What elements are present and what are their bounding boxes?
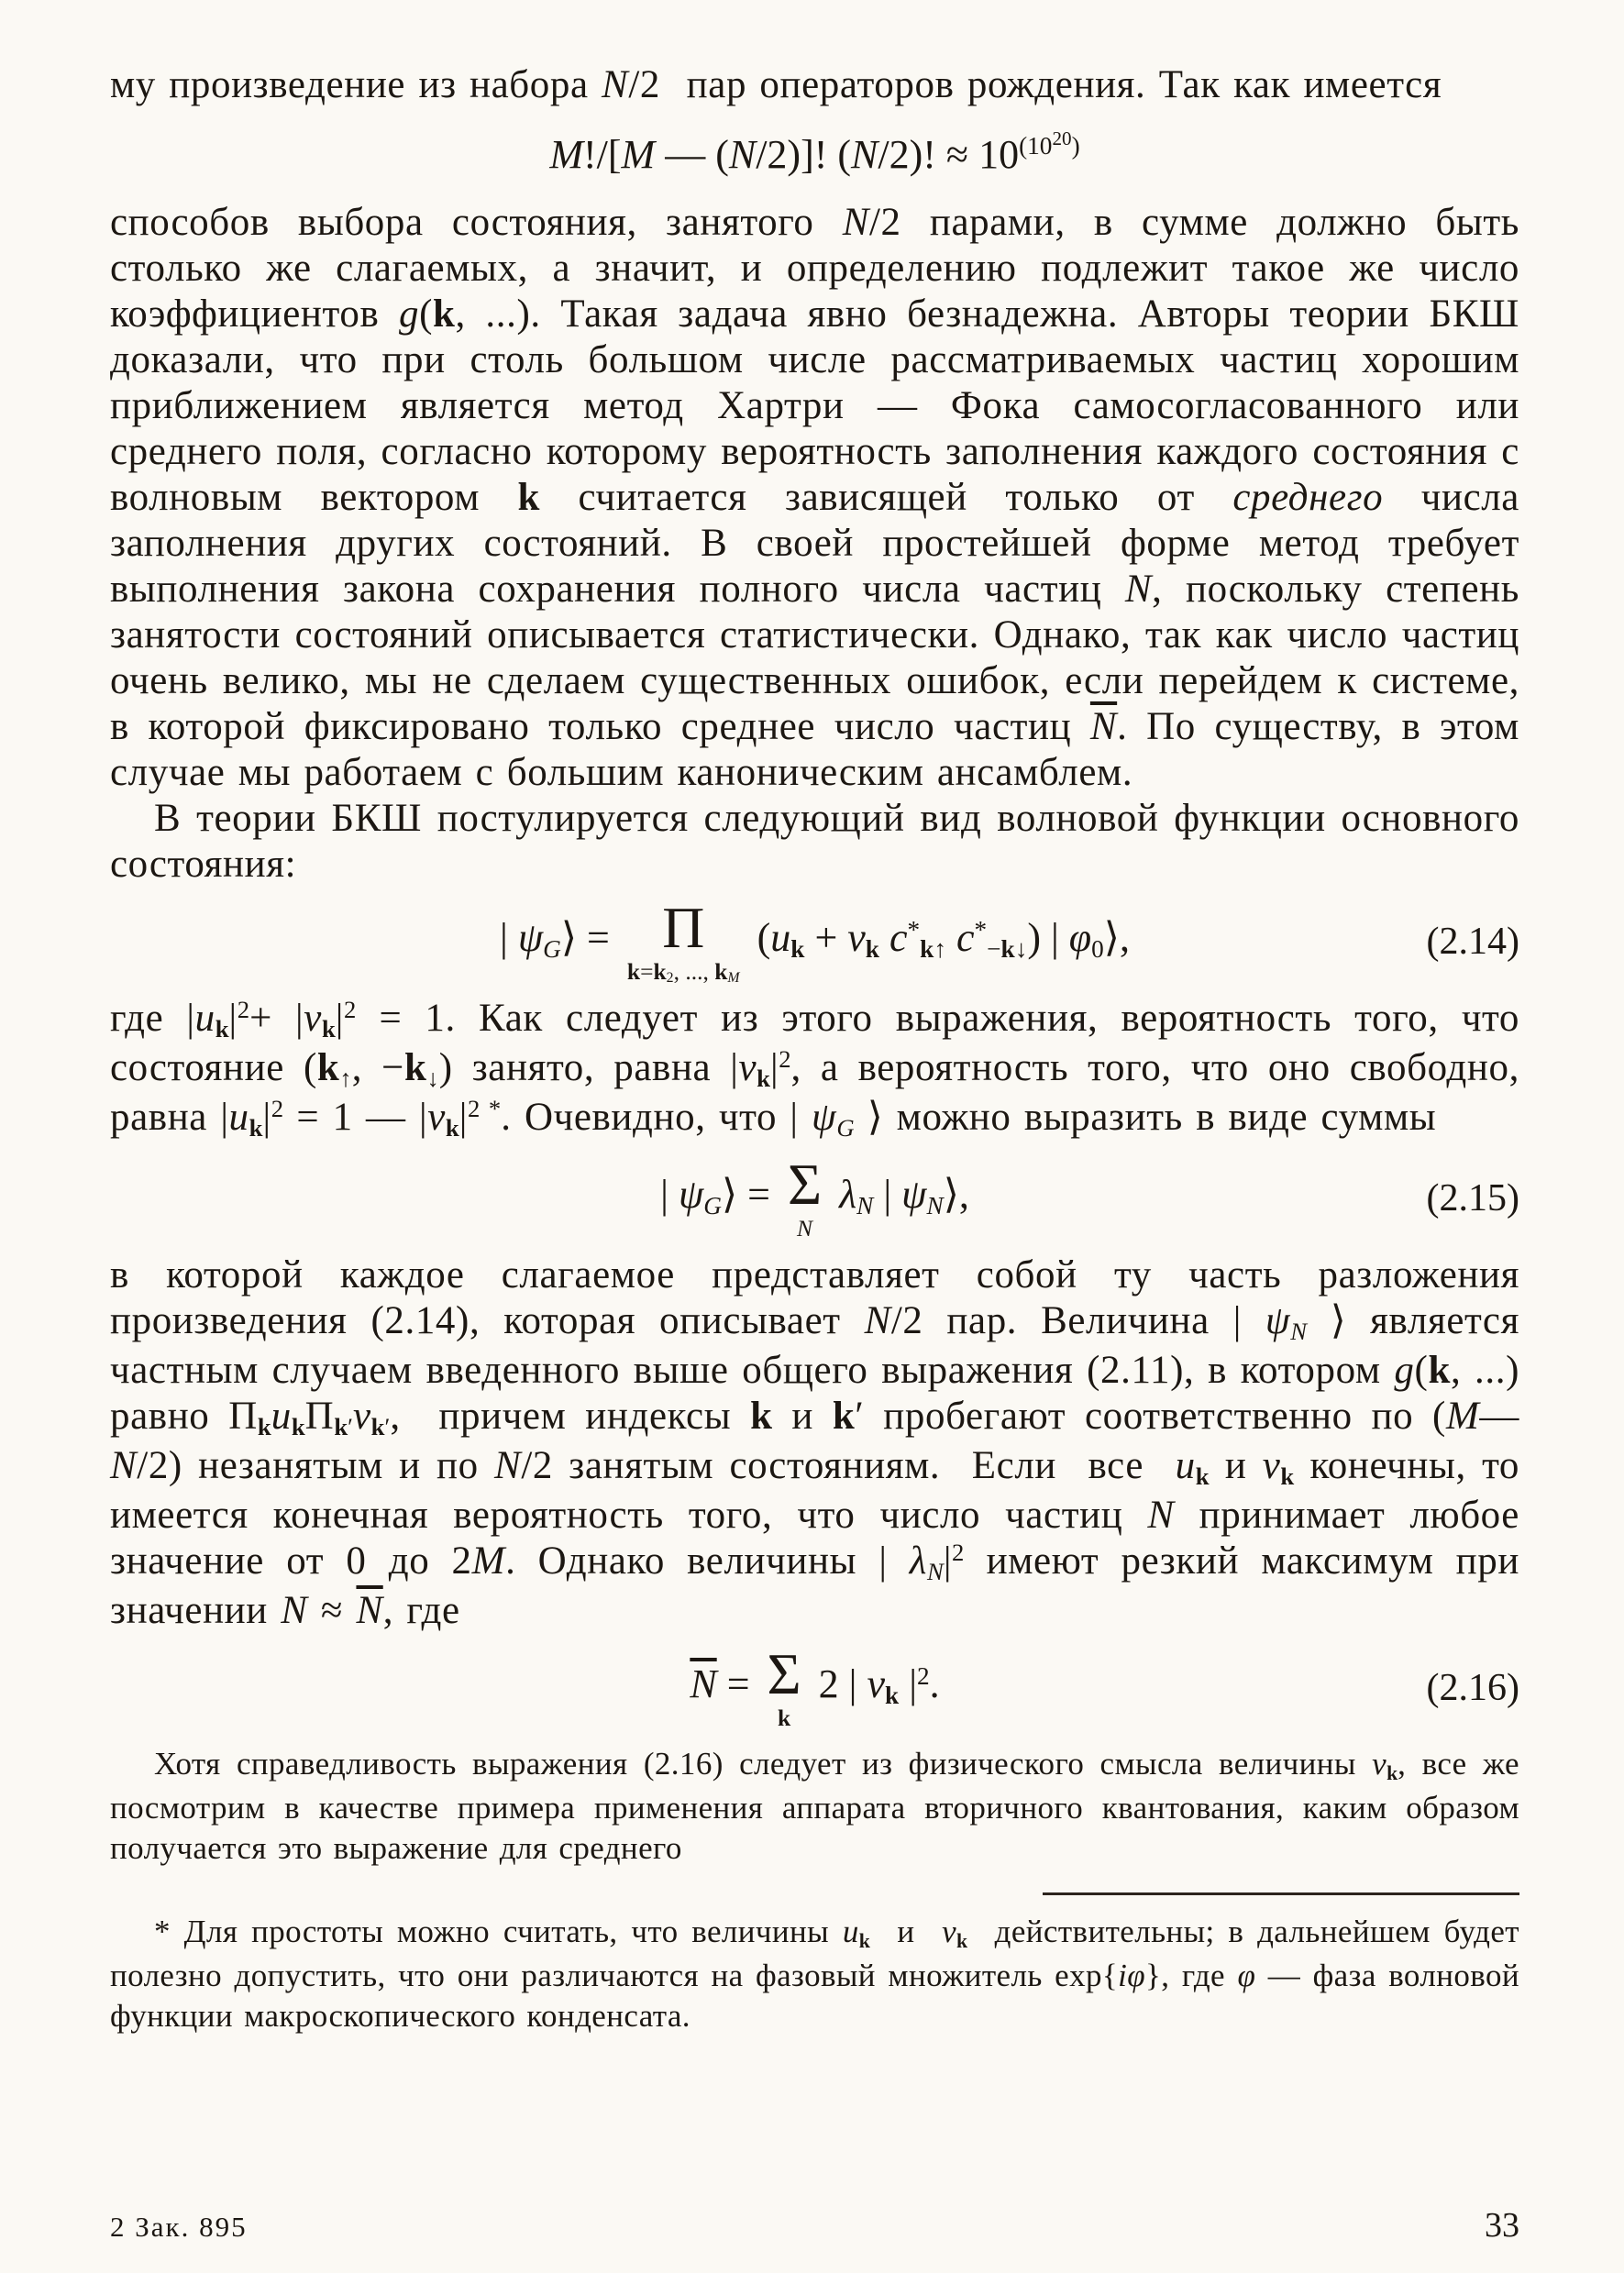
text-run: ↑: [934, 934, 946, 963]
text-run: (: [419, 292, 433, 336]
text-run: |: [262, 1096, 271, 1140]
footnote-separator: [1043, 1892, 1519, 1895]
text-run: 2: [344, 996, 357, 1024]
text-run: ⟩ =: [560, 915, 620, 961]
text-run: k: [865, 934, 879, 963]
text-run: k: [1428, 1349, 1451, 1393]
text-run: . Однако величины |: [505, 1539, 910, 1583]
text-run: — (: [655, 131, 729, 177]
text-run: 2: [779, 1045, 791, 1074]
text-run: , ...). Такая задача явно безнадежна. Авторы теории БКШ доказали, что при столь большом числе рассматриваемых частиц хорошим приближением является метод Хартри — Фока самосогласованного или среднего поля, согласно которому вероятность заполнения каждого состояния с волновым вектором: [110, 292, 1533, 519]
text-run: $\overline{N}$: [690, 1661, 717, 1707]
text-run: |: [335, 997, 344, 1041]
page-number: 33: [1485, 2206, 1519, 2245]
text-run: [946, 915, 956, 960]
text-run: k: [321, 1014, 336, 1043]
text-run: k: [1000, 934, 1015, 963]
equation-number: (2.14): [1426, 921, 1519, 964]
text-run: числа заполнения других состояний. В своей простейшей форме метод требует выполнения закона сохранения полного числа частиц: [110, 476, 1533, 611]
text-run: |: [500, 915, 518, 961]
text-run: k: [778, 1704, 791, 1731]
text-run: имеют резкий максимум при значении: [110, 1539, 1533, 1633]
text-run: 2: [952, 1539, 965, 1567]
equation-body: [500, 895, 1130, 987]
text-run: конечны, то имеется конечная вероятность того, что число частиц: [110, 1444, 1533, 1538]
text-run: ) |: [1027, 915, 1069, 961]
equation-number: (2.15): [1426, 1177, 1519, 1220]
text-run: , ...) равно Π: [110, 1349, 1533, 1439]
text-run: среднего: [1232, 476, 1384, 519]
text-run: v: [1262, 1444, 1281, 1488]
text-run: v: [738, 1046, 757, 1090]
text-run: ⟩,: [943, 1172, 969, 1218]
operator-limits: [778, 1706, 790, 1730]
paragraph: [110, 62, 1519, 108]
text-run: v: [427, 1096, 446, 1140]
text-run: +: [804, 915, 848, 961]
text-run: в которой каждое слагаемое представляет собой ту часть разложения произведения (2.14), которая описывает: [110, 1253, 1533, 1343]
text-run: N: [842, 201, 869, 244]
operator-limits: [626, 957, 740, 987]
text-run: , все же посмотрим в качестве примера применения аппарата вторичного квантования, каким образом получается это выражение для среднего: [110, 1746, 1531, 1867]
text-run: и: [772, 1395, 833, 1439]
operator-symbol: Π: [662, 895, 705, 960]
text-run: v: [942, 1914, 957, 1950]
footnote-text: [110, 1912, 1531, 2036]
text-run: N: [494, 1444, 522, 1488]
operator-symbol: Σ: [767, 1641, 801, 1707]
text-run: 2: [917, 1662, 930, 1691]
text-run: ⟩ является частным случаем введенного выше общего выражения (2.11), в котором: [110, 1299, 1533, 1393]
text-run: |: [228, 997, 238, 1041]
text-run: действительны; в дальнейшем будет полезно допустить, что они различаются на фазовый множитель exp{: [110, 1914, 1531, 1994]
text-run: |: [873, 1172, 902, 1218]
text-run: N: [1124, 568, 1153, 611]
text-run: |: [943, 1539, 953, 1583]
text-run: (: [746, 915, 771, 961]
text-run: В теории БКШ постулируется следующий вид волновой функции основного состояния:: [110, 797, 1533, 886]
text-run: $\overline{N}$: [356, 1589, 383, 1633]
text-run: = 1. Как следует из этого выражения, вероятность того, что состояние (: [110, 997, 1533, 1090]
text-run: k: [291, 1412, 305, 1440]
text-run: му произведение из набора: [110, 63, 602, 106]
text-run: /2 пар операторов рождения. Так как имеется: [628, 63, 1442, 106]
text-run: . Очевидно, что |: [501, 1096, 812, 1140]
text-run: способов выбора состояния, занятого: [110, 201, 843, 244]
edition-note: 2 Зак. 895: [110, 2211, 248, 2243]
text-run: k: [432, 292, 456, 336]
text-run: v: [1372, 1746, 1387, 1782]
text-run: ⟩ можно выразить в виде суммы: [854, 1096, 1437, 1140]
text-run: u: [770, 915, 791, 961]
text-run: u: [228, 1096, 249, 1140]
text-run: |: [458, 1096, 468, 1140]
text-run: 2: [271, 1095, 284, 1123]
text-run: k: [626, 957, 641, 985]
text-run: M: [549, 131, 583, 177]
text-run: ) занято, равна |: [438, 1046, 739, 1090]
text-run: N: [110, 1444, 138, 1488]
operator-symbol: Σ: [787, 1152, 823, 1218]
text-run: k: [334, 1412, 348, 1440]
text-run: где |: [110, 997, 195, 1041]
equation-body: [690, 1641, 940, 1731]
text-run: ψ: [678, 1172, 704, 1218]
text-run: (10: [1019, 132, 1053, 160]
text-run: и: [869, 1914, 943, 1950]
text-run: k: [858, 1929, 870, 1952]
text-run: —: [1479, 1395, 1520, 1439]
text-run: $\overline{N}$: [1089, 705, 1118, 748]
display-equation: [110, 1641, 1519, 1731]
text-run: ′: [384, 1412, 391, 1440]
paragraph: [110, 1252, 1533, 1634]
text-run: ⟩,: [1103, 915, 1130, 961]
text-run: |: [899, 1661, 917, 1707]
text-run: N: [1290, 1317, 1307, 1345]
text-run: /2 парами, в сумме должно быть столько же слагаемых, а значит, и определению подлежит такое же число коэффициентов: [110, 201, 1533, 336]
text-run: |: [660, 1172, 679, 1218]
text-run: −: [987, 934, 1001, 963]
text-run: [829, 1172, 839, 1217]
text-run: пробегают соответственно по (: [864, 1395, 1446, 1439]
text-run: , −: [351, 1046, 404, 1090]
text-run: M: [621, 131, 656, 177]
text-run: * Для простоты можно считать, что величины: [154, 1914, 843, 1950]
text-run: =: [716, 1661, 760, 1707]
display-equation: [110, 1152, 1519, 1241]
text-run: ψ: [901, 1172, 927, 1218]
text-run: + |: [249, 997, 304, 1041]
text-run: k: [370, 1412, 385, 1440]
text-run: , причем индексы: [390, 1395, 751, 1439]
text-run: ): [1071, 132, 1080, 160]
text-run: v: [352, 1395, 371, 1439]
text-run: k: [257, 1412, 271, 1440]
text-run: k: [316, 1046, 340, 1090]
text-run: k: [832, 1395, 856, 1439]
text-run: N: [856, 1191, 874, 1219]
text-run: !/[: [583, 131, 622, 177]
text-run: , ...,: [673, 957, 715, 985]
text-run: φ: [1068, 915, 1092, 961]
big-operator: [626, 895, 740, 987]
text-run: u: [842, 1914, 859, 1950]
text-run: — фаза волновой функции макроскопического конденсата.: [110, 1958, 1531, 2035]
text-run: }, где: [1145, 1958, 1238, 1994]
text-run: i: [1118, 1958, 1128, 1994]
text-run: k: [1280, 1462, 1295, 1490]
text-run: считается зависящей только от: [540, 476, 1233, 519]
text-run: λ: [909, 1539, 928, 1583]
paragraph: [110, 996, 1533, 1144]
text-run: ψ: [517, 915, 544, 961]
text-run: u: [1175, 1444, 1196, 1488]
text-run: /2)! ≈ 10: [878, 131, 1020, 177]
text-run: k: [653, 957, 667, 985]
page-footer: [110, 2205, 1519, 2245]
text-run: N: [728, 131, 757, 177]
equation-number: (2.16): [1426, 1667, 1519, 1710]
text-run: G: [543, 934, 561, 963]
text-run: и: [1209, 1444, 1263, 1488]
text-run: k: [1386, 1761, 1398, 1784]
text-run: φ: [1127, 1958, 1145, 1994]
text-run: N: [926, 1191, 944, 1219]
text-run: [879, 915, 889, 960]
text-run: M: [1445, 1395, 1480, 1439]
text-run: k: [249, 1113, 263, 1142]
text-run: N: [1147, 1494, 1175, 1538]
text-run: g: [398, 292, 420, 336]
text-run: .: [929, 1661, 940, 1707]
text-run: k: [517, 476, 541, 519]
text-run: φ: [1237, 1958, 1256, 1994]
text-run: ′: [348, 1412, 353, 1440]
text-run: k: [403, 1046, 427, 1090]
text-run: λ: [839, 1172, 857, 1218]
text-run: 2 |: [808, 1661, 867, 1707]
text-run: ↑: [339, 1064, 352, 1092]
text-run: Хотя справедливость выражения (2.16) следует из физического смысла величины: [154, 1746, 1373, 1782]
text-run: ψ: [812, 1096, 837, 1140]
text-run: N: [864, 1299, 891, 1343]
paragraph: [110, 1744, 1531, 1869]
text-run: ′: [855, 1395, 865, 1439]
text-run: ↓: [1014, 934, 1028, 963]
text-run: k: [956, 1929, 968, 1952]
text-run: ⟩ =: [721, 1172, 780, 1218]
content-blocks: [110, 62, 1533, 1869]
text-run: c: [956, 915, 975, 961]
text-run: /2 пар. Величина |: [890, 1299, 1265, 1343]
big-operator: [767, 1641, 801, 1731]
text-run: N: [281, 1589, 308, 1633]
text-run: M: [727, 970, 740, 987]
text-run: u: [194, 997, 215, 1041]
text-run: 2: [666, 970, 674, 987]
text-run: /2) незанятым и по: [137, 1444, 495, 1488]
text-run: N: [851, 131, 878, 177]
text-run: =: [640, 957, 654, 985]
text-run: k: [790, 934, 805, 963]
paragraph: [110, 200, 1533, 796]
text-run: u: [271, 1395, 292, 1439]
text-run: *: [974, 915, 988, 943]
text-run: c: [889, 915, 908, 961]
display-equation: [110, 121, 1519, 187]
display-equation: [110, 895, 1519, 987]
paragraph: [110, 796, 1533, 888]
text-run: v: [867, 1661, 886, 1707]
text-run: принимает любое значение от 0 до 2: [110, 1494, 1533, 1583]
big-operator: [787, 1152, 823, 1241]
text-run: Π: [304, 1395, 335, 1439]
text-run: N: [797, 1214, 813, 1241]
text-run: k: [750, 1395, 773, 1439]
text-run: v: [304, 997, 322, 1041]
text-run: G: [703, 1191, 722, 1219]
text-run: (: [1414, 1349, 1429, 1393]
text-run: k: [1195, 1462, 1210, 1490]
text-run: k: [885, 1681, 900, 1709]
text-run: M: [471, 1539, 506, 1583]
equation-body: [549, 127, 1080, 178]
text-run: k: [757, 1064, 770, 1092]
text-run: v: [847, 915, 866, 961]
text-run: k: [215, 1014, 229, 1043]
text-run: ψ: [1265, 1299, 1291, 1343]
text-run: 2: [237, 996, 250, 1024]
text-run: k: [920, 934, 934, 963]
text-run: 2 *: [467, 1095, 502, 1123]
operator-limits: [797, 1214, 813, 1241]
text-run: = 1 — |: [283, 1096, 428, 1140]
text-run: g: [1394, 1349, 1415, 1393]
text-run: N: [602, 63, 629, 106]
text-run: G: [836, 1113, 855, 1142]
text-run: ↓: [426, 1064, 439, 1092]
text-run: , где: [382, 1589, 460, 1633]
text-run: k: [445, 1113, 459, 1142]
text-run: 20: [1052, 127, 1072, 150]
text-run: , а вероятность того, что оно свободно, равна |: [110, 1046, 1533, 1140]
text-run: /2 занятым состояниям. Если все: [521, 1444, 1176, 1488]
text-run: k: [714, 957, 728, 985]
text-run: . По существу, в этом случае мы работаем с большим каноническим ансамблем.: [110, 705, 1533, 794]
text-run: |: [769, 1046, 779, 1090]
text-run: /2)]! (: [756, 131, 852, 177]
text-run: *: [907, 915, 921, 943]
text-run: 0: [1091, 934, 1104, 963]
text-run: ≈: [307, 1589, 357, 1633]
equation-body: [660, 1152, 969, 1241]
text-run: N: [927, 1557, 944, 1585]
text-run: , поскольку степень занятости состояний описывается статистически. Однако, так как число частиц очень велико, мы не сделаем существенных ошибок, если перейдем к системе, в которой фиксировано только среднее число частиц: [110, 568, 1533, 748]
